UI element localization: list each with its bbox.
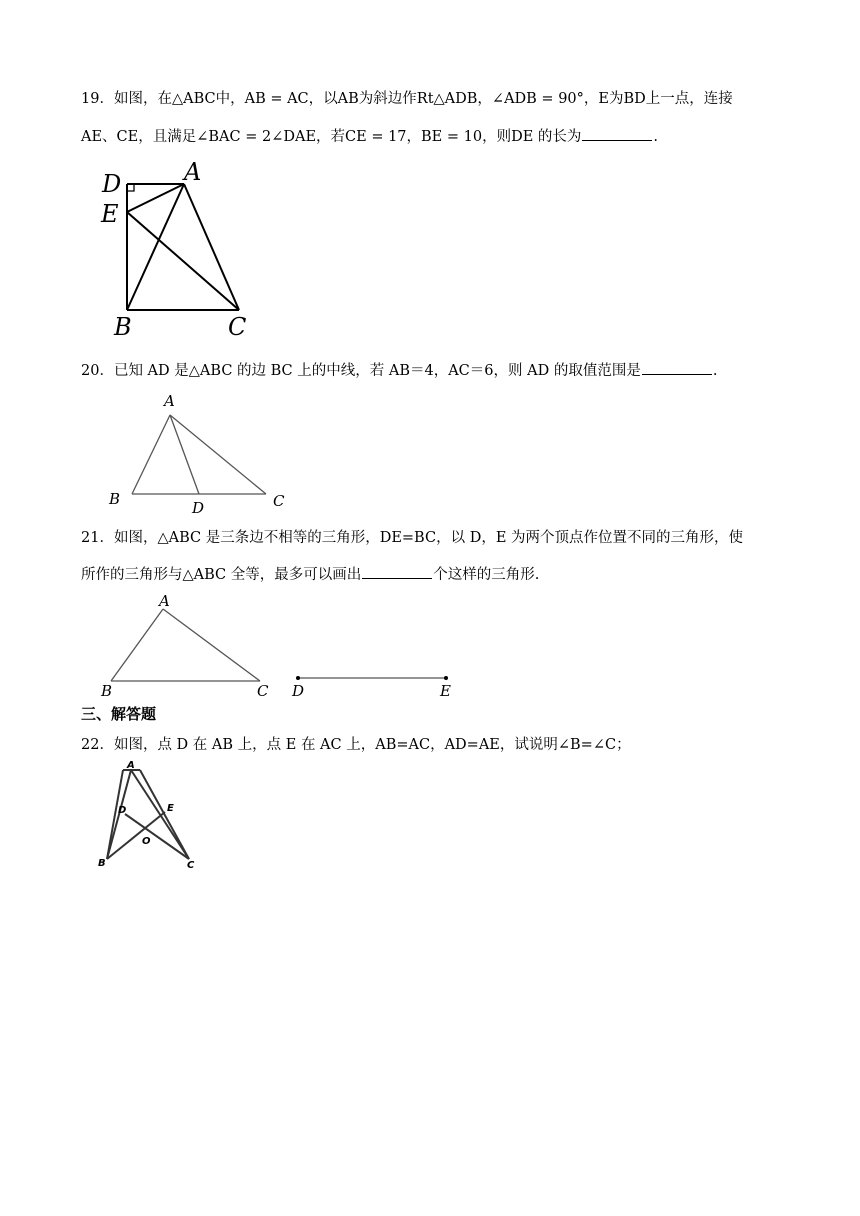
q20-text-b: .	[712, 363, 718, 379]
q21-line1: 21．如图，△ABC 是三条边不相等的三角形，DE=BC，以 D，E 为两个顶点作位置不同的三角形，使	[81, 530, 744, 546]
q19-text-line1	[81, 89, 781, 109]
q21-text-line1	[81, 528, 781, 548]
q20-text	[81, 360, 781, 381]
q22-text	[81, 735, 781, 755]
q21-line2-a: 所作的三角形与△ABC 全等，最多可以画出	[81, 567, 362, 583]
q19-figure	[96, 160, 256, 340]
q21-text-line2	[81, 564, 781, 585]
q22-figure	[96, 758, 206, 876]
q22-label-C: C	[187, 860, 195, 871]
q22-label-D: D	[118, 805, 127, 816]
q21-label-A: A	[159, 592, 170, 610]
q20-label-D: D	[192, 499, 205, 517]
q19-answer-blank[interactable]	[582, 126, 652, 141]
q22-text-content: 22．如图，点 D 在 AB 上，点 E 在 AC 上，AB=AC，AD=AE，试说明∠B=∠C；	[81, 737, 631, 753]
q19-label-E: E	[101, 200, 119, 228]
q21-label-B: B	[101, 682, 113, 700]
q20-answer-blank[interactable]	[642, 360, 712, 375]
q20-label-A: A	[164, 392, 175, 410]
q19-text-line2	[81, 126, 781, 147]
q19-label-B: B	[114, 313, 132, 340]
q21-label-E: E	[440, 682, 451, 700]
q21-label-D: D	[292, 682, 305, 700]
section-title: 三、解答题	[81, 705, 157, 723]
q19-label-D: D	[102, 170, 122, 198]
q19-label-C: C	[228, 313, 247, 340]
q20-text-a: 20．已知 AD 是△ABC 的边 BC 上的中线，若 AB＝4，AC＝6，则 AD 的取值范围是	[81, 363, 641, 379]
q22-label-A: A	[127, 760, 135, 771]
q19-line2-b: .	[653, 129, 659, 145]
q22-label-O: O	[142, 836, 151, 847]
q20-label-B: B	[109, 490, 121, 508]
q21-line2-b: 个这样的三角形.	[433, 567, 540, 583]
q20-figure	[100, 388, 300, 518]
q19-line1: 19．如图，在△ABC中，AB = AC，以AB为斜边作Rt△ADB，∠ADB = 90°，E为BD上一点，连接	[81, 91, 733, 107]
q22-label-E: E	[167, 803, 174, 814]
q21-label-C: C	[257, 682, 269, 700]
q22-label-B: B	[98, 858, 106, 869]
q21-answer-blank[interactable]	[362, 564, 432, 579]
q19-line2-a: AE、CE，且满足∠BAC = 2∠DAE，若CE = 17，BE = 10，则DE 的长为	[81, 129, 582, 145]
q21-figure	[96, 592, 466, 700]
q20-label-C: C	[273, 492, 285, 510]
q19-label-A: A	[184, 160, 202, 186]
